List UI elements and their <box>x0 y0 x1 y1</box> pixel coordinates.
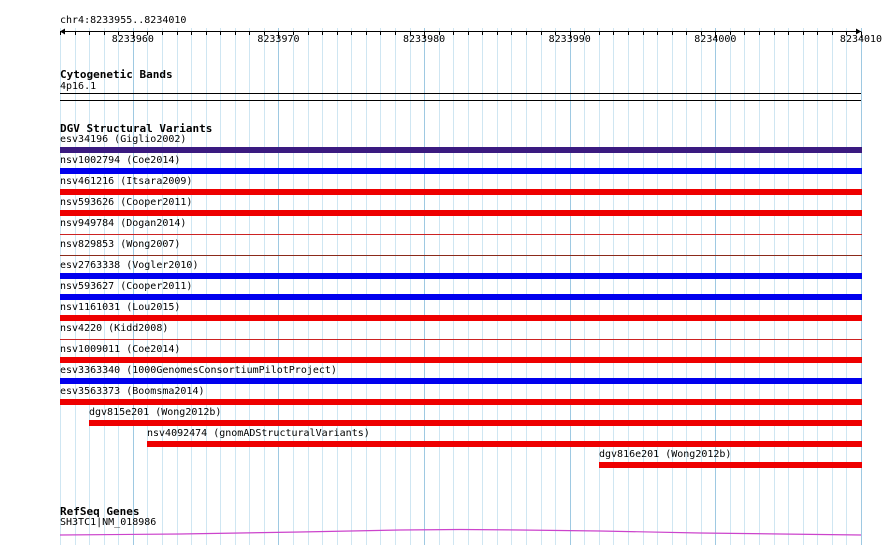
ruler-tick-label: 8233960 <box>111 34 154 45</box>
refseq-gene-line <box>60 530 861 536</box>
dgv-feature-label[interactable]: nsv1002794 (Coe2014) <box>60 155 181 166</box>
dgv-feature-bar[interactable] <box>60 210 862 216</box>
dgv-feature-label[interactable]: nsv949784 (Dogan2014) <box>60 218 187 229</box>
dgv-feature-label[interactable]: nsv1009011 (Coe2014) <box>60 344 181 355</box>
dgv-feature-label[interactable]: nsv829853 (Wong2007) <box>60 239 181 250</box>
ruler-tick-label: 8234010 <box>839 34 883 45</box>
dgv-feature-label[interactable]: nsv461216 (Itsara2009) <box>60 176 193 187</box>
dgv-feature-bar[interactable] <box>60 399 862 405</box>
ruler-tick-label: 8233990 <box>548 34 591 45</box>
dgv-track-title[interactable]: DGV Structural Variants <box>60 122 213 135</box>
dgv-feature-bar[interactable] <box>89 420 862 426</box>
ruler-tick-label: 8233970 <box>257 34 300 45</box>
dgv-feature-label[interactable]: esv3563373 (Boomsma2014) <box>60 386 205 397</box>
cytoband-label: 4p16.1 <box>60 81 97 92</box>
dgv-feature-label[interactable]: esv2763338 (Vogler2010) <box>60 260 199 271</box>
dgv-feature-bar[interactable] <box>60 357 862 363</box>
dgv-feature-label[interactable]: nsv593627 (Cooper2011) <box>60 281 193 292</box>
dgv-feature-label[interactable]: dgv815e201 (Wong2012b) <box>89 407 222 418</box>
dgv-feature-bar[interactable] <box>60 378 862 384</box>
dgv-feature-label[interactable]: dgv816e201 (Wong2012b) <box>599 449 732 460</box>
dgv-feature-label[interactable]: nsv4092474 (gnomADStructuralVariants) <box>147 428 370 439</box>
dgv-feature-bar[interactable] <box>147 441 862 447</box>
ruler-tick-label: 8234000 <box>694 34 737 45</box>
dgv-feature-bar[interactable] <box>599 462 862 468</box>
ruler-tick-label: 8233980 <box>403 34 446 45</box>
dgv-feature-bar[interactable] <box>60 339 862 340</box>
dgv-feature-label[interactable]: nsv1161031 (Lou2015) <box>60 302 181 313</box>
dgv-feature-bar[interactable] <box>60 294 862 300</box>
dgv-feature-label[interactable]: esv3363340 (1000GenomesConsortiumPilotProject) <box>60 365 337 376</box>
refseq-track-title[interactable]: RefSeq Genes <box>60 505 140 518</box>
dgv-feature-label[interactable]: nsv593626 (Cooper2011) <box>60 197 193 208</box>
refseq-gene-label[interactable]: SH3TC1|NM_018986 <box>60 517 157 528</box>
cytoband-track-title[interactable]: Cytogenetic Bands <box>60 68 173 81</box>
dgv-feature-bar[interactable] <box>60 255 862 256</box>
dgv-feature-label[interactable]: esv34196 (Giglio2002) <box>60 134 187 145</box>
locus-label: chr4:8233955..8234010 <box>60 15 187 26</box>
dgv-feature-bar[interactable] <box>60 315 862 321</box>
dgv-feature-bar[interactable] <box>60 189 862 195</box>
dgv-feature-bar[interactable] <box>60 147 862 153</box>
dgv-feature-bar[interactable] <box>60 168 862 174</box>
dgv-feature-bar[interactable] <box>60 234 862 235</box>
dgv-feature-bar[interactable] <box>60 273 862 279</box>
dgv-feature-label[interactable]: nsv4220 (Kidd2008) <box>60 323 169 334</box>
